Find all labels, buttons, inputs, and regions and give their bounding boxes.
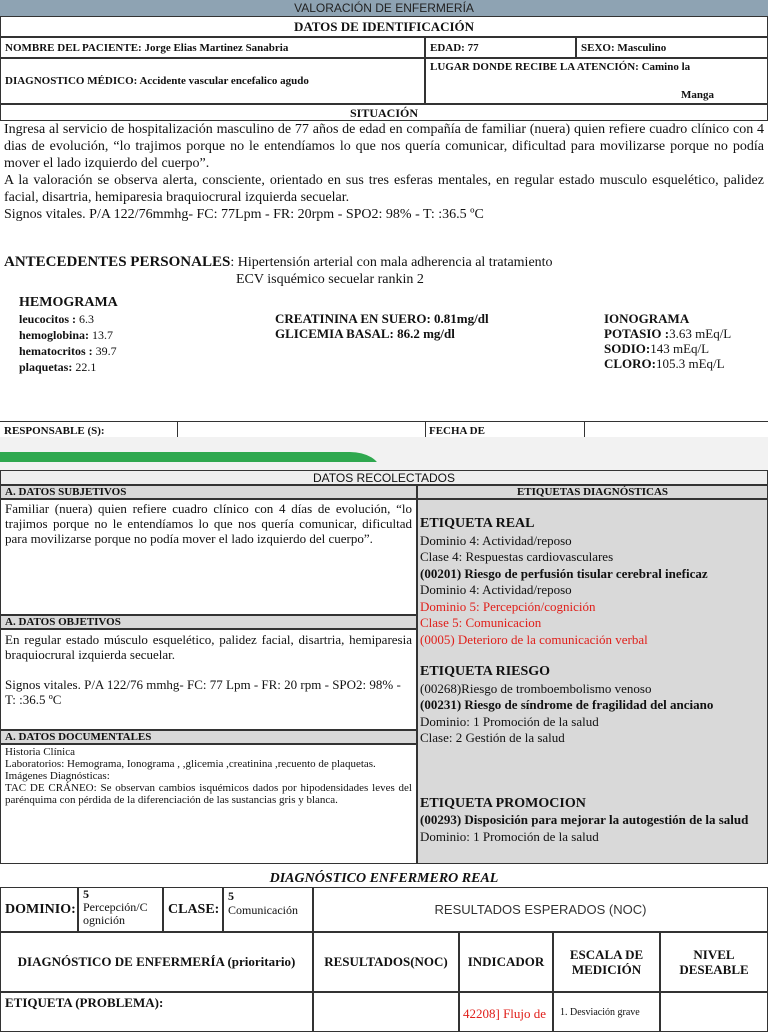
class-name: Comunicación [228, 903, 298, 917]
situation-line-3: Signos vitales. P/A 122/76mmhg- FC: 77Lpm - FR: 20rpm - SPO2: 98% - T: :36.5 ºC [4, 207, 484, 222]
patient-name-label: NOMBRE DEL PACIENTE: [5, 42, 142, 54]
real-line: (0005) Deterioro de la comunicación verbal [420, 631, 648, 647]
age-value: 77 [467, 42, 479, 54]
diagnosis-label: DIAGNOSTICO MÉDICO: [5, 75, 138, 87]
domain-cell [78, 887, 163, 932]
col-results: RESULTADOS(NOC) [313, 932, 459, 992]
age-cell [425, 37, 576, 58]
ionogram-title: IONOGRAMA [604, 311, 690, 326]
place-part1: Camino la [641, 61, 691, 73]
patient-name-cell [0, 37, 425, 58]
promo-line: Dominio: 1 Promoción de la salud [420, 828, 599, 844]
real-title: ETIQUETA REAL [420, 516, 535, 531]
real-line: Clase 5: Comunicacion [420, 615, 542, 630]
objective-cell [0, 629, 417, 730]
ionogram-row: CLORO:105.3 mEq/L [604, 356, 725, 371]
medical-diagnosis-cell [0, 58, 425, 104]
hemogram-block [19, 294, 249, 375]
scale-value: 1. Desviación grave [553, 992, 660, 1032]
ionogram-row: SODIO:143 mEq/L [604, 341, 710, 356]
real-line: Dominio 5: Percepción/cognición [420, 598, 596, 614]
documental-line: Imágenes Diagnósticas: [5, 770, 110, 782]
level-cell [660, 992, 768, 1032]
col-scale: ESCALA DE MEDICIÓN [553, 932, 660, 992]
nursing-dx-title: DIAGNÓSTICO ENFERMERO REAL [269, 871, 499, 886]
class-cell [223, 887, 313, 932]
diagnosis-value: Accidente vascular encefalico agudo [139, 75, 309, 87]
risk-title: ETIQUETA RIESGO [420, 664, 551, 679]
noc-header: RESULTADOS ESPERADOS (NOC) [313, 887, 768, 932]
date-label: FECHA DE [429, 425, 485, 437]
col-level: NIVEL DESEABLE [660, 932, 768, 992]
antecedents-line-1: : Hipertensión arterial con mala adherencia al tratamiento [230, 255, 553, 270]
class-number: 5 [228, 889, 234, 903]
results-cell [313, 992, 459, 1032]
age-label: EDAD: [430, 42, 465, 54]
banner: VALORACIÓN DE ENFERMERÍA [0, 0, 768, 16]
domain-number: 5 [83, 887, 89, 901]
risk-line: (00268)Riesgo de tromboembolismo venoso [420, 680, 652, 696]
situation-line-2: A la valoración se observa alerta, consciente, orientado en sus tres esferas mentales, en regular estado musculo esquelético, palidez facial, disartria, hemiparesia braquiocrural izquierda secuelar. [4, 173, 764, 205]
indicator-value: 42208] Flujo de [459, 992, 553, 1032]
hemogram-title: HEMOGRAMA [19, 295, 118, 310]
situation-body [4, 121, 764, 223]
place-label: LUGAR DONDE RECIBE LA ATENCIÓN: [430, 61, 639, 73]
real-line: Dominio 4: Actividad/reposo [420, 532, 572, 548]
responsible-label: RESPONSABLE (S): [4, 425, 105, 437]
care-place-cell [425, 58, 768, 104]
documental-cell [0, 744, 417, 864]
antecedents [4, 254, 764, 288]
hemogram-row: leucocitos : 6.3 [19, 312, 94, 326]
class-label: CLASE: [163, 887, 223, 932]
identification-title: DATOS DE IDENTIFICACIÓN [0, 16, 768, 37]
antecedents-label: ANTECEDENTES PERSONALES [4, 254, 231, 270]
risk-line: (00231) Riesgo de síndrome de fragilidad del anciano [420, 697, 714, 712]
sex-value: Masculino [617, 42, 667, 54]
documental-line: Laboratorios: Hemograma, Ionograma , ,glicemia ,creatinina ,recuento de plaquetas. [5, 758, 376, 770]
place-part2: Manga [681, 89, 714, 101]
label-problem: ETIQUETA (PROBLEMA): [0, 992, 313, 1032]
real-line: (00201) Riesgo de perfusión tisular cerebral ineficaz [420, 565, 708, 581]
hemogram-row: hematocritos : 39.7 [19, 344, 117, 358]
situation-line-1: Ingresa al servicio de hospitalización masculino de 77 años de edad en compañía de familiar (nuera) quien refiere cuadro clínico con 4 dias de evolución, “lo trajimos porque no le entendíamos lo que nos quería comunicar, dificultad para movilizarse porque no podía mover el lado izquierdo del cuerpo”. [4, 122, 764, 171]
hemogram-row: hemoglobina: 13.7 [19, 328, 114, 342]
risk-line: Clase: 2 Gestión de la salud [420, 730, 565, 745]
sex-label: SEXO: [581, 42, 615, 54]
risk-line: Dominio: 1 Promoción de la salud [420, 713, 599, 729]
collected-title: DATOS RECOLECTADOS [0, 470, 768, 485]
subjective-text: Familiar (nuera) quien refiere cuadro clínico con 4 días de evolución, “lo trajimos porque no le entendíamos lo que nos quería comunicar, dificultad para movilizarse porque no podía mover el lado izquierdo del cuerpo”. [0, 499, 417, 615]
domain-name: Percepción/C ognición [83, 900, 148, 927]
objective-vitals: Signos vitales. P/A 122/76 mmhg- FC: 77 Lpm - FR: 20 rpm - SPO2: 98% - T: :36.5 ºC [5, 677, 401, 707]
promo-line: (00293) Disposición para mejorar la autogestión de la salud [420, 812, 749, 827]
subjective-title: A. DATOS SUBJETIVOS [0, 485, 417, 499]
documental-title: A. DATOS DOCUMENTALES [0, 730, 417, 744]
footer-cut-row [0, 421, 768, 437]
documental-line: Historia Clínica [5, 746, 75, 758]
sex-cell [576, 37, 768, 58]
patient-name: Jorge Elias Martinez Sanabria [144, 42, 289, 54]
col-indicator: INDICADOR [459, 932, 553, 992]
glucose: GLICEMIA BASAL: 86.2 mg/dl [275, 326, 455, 341]
promo-title: ETIQUETA PROMOCION [420, 795, 586, 811]
objective-title: A. DATOS OBJETIVOS [0, 615, 417, 629]
ionogram-block [604, 311, 768, 371]
domain-label: DOMINIO: [0, 887, 78, 932]
diagnostic-labels-title: ETIQUETAS DIAGNÓSTICAS [417, 485, 768, 499]
antecedents-line-2: ECV isquémico secuelar rankin 2 [236, 272, 424, 287]
objective-text: En regular estado músculo esquelético, palidez facial, disartria, hemiparesia braquiocrural izquierda secuelar. [5, 632, 412, 662]
col-diagnosis: DIAGNÓSTICO DE ENFERMERÍA (prioritario) [0, 932, 313, 992]
chemistry-block [275, 311, 585, 341]
situation-title: SITUACIÓN [0, 104, 768, 121]
real-line: Clase 4: Respuestas cardiovasculares [420, 549, 614, 564]
hemogram-row: plaquetas: 22.1 [19, 360, 97, 374]
real-line: Dominio 4: Actividad/reposo [420, 582, 572, 597]
ionogram-row: POTASIO :3.63 mEq/L [604, 326, 732, 341]
creatinine: CREATININA EN SUERO: 0.81mg/dl [275, 311, 489, 326]
documental-line: TAC DE CRÁNEO: Se observan cambios isquémicos dados por hipodensidades leves del parénquima con pérdida de la diferenciación de las sustancias gris y blanca. [5, 782, 412, 806]
diagnostic-labels-body [420, 516, 766, 845]
